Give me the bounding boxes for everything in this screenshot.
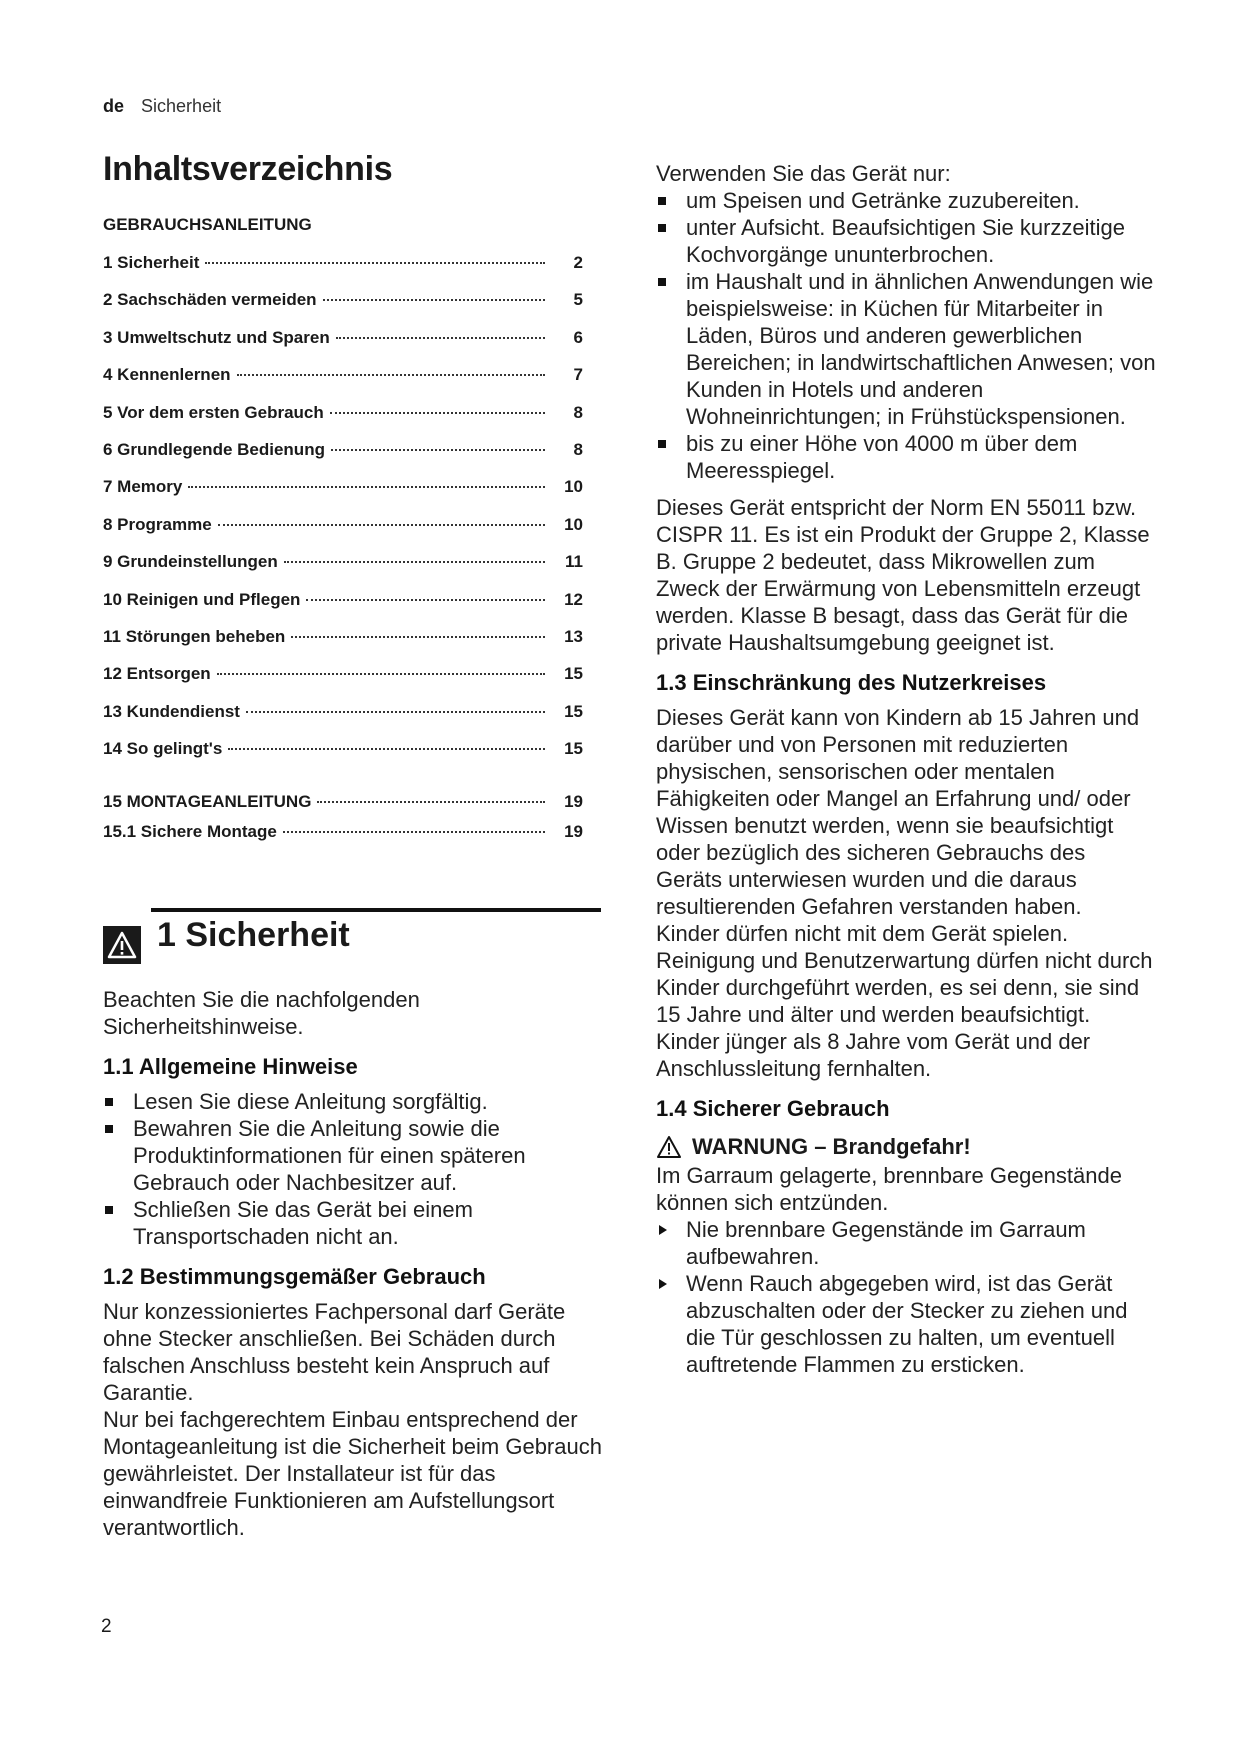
subsection-title: 1.4 Sicherer Gebrauch xyxy=(656,1096,890,1121)
toc-entry[interactable] xyxy=(103,440,583,477)
list-item: Schließen Sie das Gerät bei einem Transportschaden nicht an. xyxy=(103,1196,603,1250)
section-title: 1 Sicherheit xyxy=(157,916,350,955)
toc-leader xyxy=(218,524,545,526)
section-rule xyxy=(151,908,601,912)
language-code: de xyxy=(103,96,125,116)
paragraph: Dieses Gerät entspricht der Norm EN 55011 bzw. CISPR 11. Es ist ein Produkt der Gruppe 2, Klasse B. Gruppe 2 bedeutet, dass Mikrowellen zum Zweck der Erwärmung von Lebensmitteln erzeugt werden. Klasse B besagt, dass das Gerät für die private Haushaltsumgebung geeignet ist. xyxy=(656,495,1150,655)
toc-entry[interactable] xyxy=(103,290,583,327)
toc-entry-label: 7 Memory xyxy=(103,477,183,497)
toc-leader xyxy=(246,711,545,713)
toc-entry-label: 12 Entsorgen xyxy=(103,664,211,684)
toc-title: Inhaltsverzeichnis xyxy=(103,150,393,188)
general-notes-list xyxy=(103,1088,603,1250)
toc-entry-page: 19 xyxy=(564,822,583,842)
paragraph: Nur bei fachgerechtem Einbau entsprechend der Montageanleitung ist die Sicherheit beim Gebrauch gewährleistet. Der Installateur ist für das einwandfreie Funktionieren am Aufstellungsort verantwortlich. xyxy=(103,1407,602,1541)
subsection-title: 1.1 Allgemeine Hinweise xyxy=(103,1054,358,1080)
toc-leader xyxy=(291,636,545,638)
action-item: Nie brennbare Gegenstände im Garraum aufbewahren. xyxy=(656,1216,1156,1270)
list-item: unter Aufsicht. Beaufsichtigen Sie kurzzeitige Kochvorgänge ununterbrochen. xyxy=(656,214,1156,268)
list-item: Lesen Sie diese Anleitung sorgfältig. xyxy=(103,1088,603,1115)
toc-entry-page: 10 xyxy=(564,514,583,534)
warning-text: Im Garraum gelagerte, brennbare Gegenstände können sich entzünden. xyxy=(656,1163,1122,1215)
toc-entry-label: 15 MONTAGEANLEITUNG xyxy=(103,792,312,812)
toc-entry-page: 13 xyxy=(564,626,583,646)
list-item: um Speisen und Getränke zuzubereiten. xyxy=(656,187,1156,214)
toc-entry-label: 14 So gelingt's xyxy=(103,739,223,759)
paragraph: Kinder dürfen nicht mit dem Gerät spielen. xyxy=(656,921,1069,946)
toc-entry-label: 2 Sachschäden vermeiden xyxy=(103,290,317,310)
paragraph: Reinigung und Benutzerwartung dürfen nicht durch Kinder durchgeführt werden, es sei denn, sie sind 15 Jahre und älter und werden beaufsichtigt. xyxy=(656,948,1153,1027)
right-column xyxy=(656,160,1156,1378)
list-item: im Haushalt und in ähnlichen Anwendungen wie beispielsweise: in Küchen für Mitarbeiter in Läden, Büros und anderen gewerblichen Bereichen; in landwirtschaftlichen Anwesen; von Kunden in Hotels und anderen Wohneinrichtungen; in Frühstückspensionen. xyxy=(656,268,1156,430)
subsection-title: 1.2 Bestimmungsgemäßer Gebrauch xyxy=(103,1264,486,1290)
list-item: bis zu einer Höhe von 4000 m über dem Meeresspiegel. xyxy=(656,430,1156,484)
toc-leader xyxy=(228,748,545,750)
toc-entry[interactable] xyxy=(103,515,583,552)
toc-entry[interactable] xyxy=(103,627,583,664)
section-intro: Beachten Sie die nachfolgenden Sicherheitshinweise. xyxy=(103,987,420,1040)
toc-entry[interactable] xyxy=(103,664,583,701)
toc-subtitle: GEBRAUCHSANLEITUNG xyxy=(103,215,312,234)
toc-entry-label: 4 Kennenlernen xyxy=(103,365,231,385)
toc-entry-page: 2 xyxy=(573,253,583,272)
toc-entry[interactable] xyxy=(103,590,583,627)
toc-entry-page: 7 xyxy=(573,365,583,385)
toc-leader xyxy=(237,374,545,376)
toc-entry-label: 6 Grundlegende Bedienung xyxy=(103,439,325,459)
toc-entry[interactable] xyxy=(103,403,583,440)
toc-leader xyxy=(217,673,545,675)
paragraph: Nur konzessioniertes Fachpersonal darf Geräte ohne Stecker anschließen. Bei Schäden durch falschen Anschluss besteht kein Anspruch auf Garantie. xyxy=(103,1299,566,1406)
left-column xyxy=(103,150,603,1541)
toc-leader xyxy=(336,337,545,339)
toc-entry-page: 5 xyxy=(573,290,583,310)
running-header xyxy=(103,96,221,117)
toc-entry-page: 6 xyxy=(573,327,583,347)
toc-entry-label: 9 Grundeinstellungen xyxy=(103,552,278,572)
toc-entry-page: 15 xyxy=(564,664,583,684)
toc-entry[interactable] xyxy=(103,739,583,776)
toc-list-assembly xyxy=(103,792,603,852)
toc-entry-label: 8 Programme xyxy=(103,514,212,534)
toc-entry-page: 15 xyxy=(564,739,583,759)
warning-heading xyxy=(656,1134,1156,1160)
toc-leader xyxy=(331,449,545,451)
paragraph: Dieses Gerät kann von Kindern ab 15 Jahren und darüber und von Personen mit reduzierten physischen, sensorischen oder mentalen Fähigkeiten oder Mangel an Erfahrung und/ oder Wissen benutzt werden, wenn sie beaufsichtigt oder bezüglich des sicheren Gebrauchs des Geräts unterwiesen wurden und die daraus resultierenden Gefahren verstanden haben. xyxy=(656,705,1140,919)
toc-entry[interactable] xyxy=(103,253,583,290)
paragraph: Kinder jünger als 8 Jahre vom Gerät und der Anschlussleitung fernhalten. xyxy=(656,1029,1091,1081)
toc-entry[interactable] xyxy=(103,552,583,589)
toc-leader xyxy=(284,561,545,563)
toc-leader xyxy=(330,412,545,414)
toc-entry-page: 12 xyxy=(564,589,583,609)
intended-use-list xyxy=(656,187,1156,484)
toc-entry-label: 15.1 Sichere Montage xyxy=(103,822,277,842)
toc-entry[interactable] xyxy=(103,702,583,739)
spacer xyxy=(656,484,1156,494)
toc-entry-page: 15 xyxy=(564,701,583,721)
toc-entry-label: 10 Reinigen und Pflegen xyxy=(103,589,301,609)
toc-list xyxy=(103,253,603,776)
toc-leader xyxy=(205,262,545,264)
toc-entry-label: 1 Sicherheit xyxy=(103,253,200,272)
toc-entry[interactable] xyxy=(103,477,583,514)
toc-entry-page: 10 xyxy=(564,477,583,497)
toc-entry-label: 3 Umweltschutz und Sparen xyxy=(103,327,330,347)
toc-entry-label: 13 Kundendienst xyxy=(103,701,240,721)
list-item: Bewahren Sie die Anleitung sowie die Produktinformationen für einen späteren Gebrauch oder Nachbesitzer auf. xyxy=(103,1115,603,1196)
toc-entry[interactable] xyxy=(103,328,583,365)
toc-leader xyxy=(188,486,545,488)
action-item: Wenn Rauch abgegeben wird, ist das Gerät abzuschalten oder der Stecker zu ziehen und die Tür geschlossen zu halten, um eventuell auftretende Flammen zu ersticken. xyxy=(656,1270,1156,1378)
toc-entry-label: 5 Vor dem ersten Gebrauch xyxy=(103,402,324,422)
toc-entry-page: 8 xyxy=(573,439,583,459)
toc-entry[interactable] xyxy=(103,822,583,852)
section-heading xyxy=(103,908,603,978)
safety-warning-icon xyxy=(103,926,141,964)
subsection-title: 1.3 Einschränkung des Nutzerkreises xyxy=(656,670,1047,695)
toc-entry-page: 11 xyxy=(565,552,583,572)
toc-entry-label: 11 Störungen beheben xyxy=(103,626,286,646)
paragraph: Verwenden Sie das Gerät nur: xyxy=(656,161,951,186)
toc-entry[interactable] xyxy=(103,792,583,822)
warning-label: WARNUNG – Brandgefahr! xyxy=(692,1134,971,1159)
toc-leader xyxy=(317,801,545,803)
toc-leader xyxy=(306,599,545,601)
toc-entry[interactable] xyxy=(103,365,583,402)
header-section: Sicherheit xyxy=(141,96,222,116)
toc-entry-page: 8 xyxy=(573,402,583,422)
toc-leader xyxy=(283,831,545,833)
page-number: 2 xyxy=(101,1616,112,1637)
toc-entry-page: 19 xyxy=(564,792,583,812)
toc-leader xyxy=(323,299,545,301)
warning-triangle-icon xyxy=(656,1135,682,1159)
action-list xyxy=(656,1216,1156,1378)
